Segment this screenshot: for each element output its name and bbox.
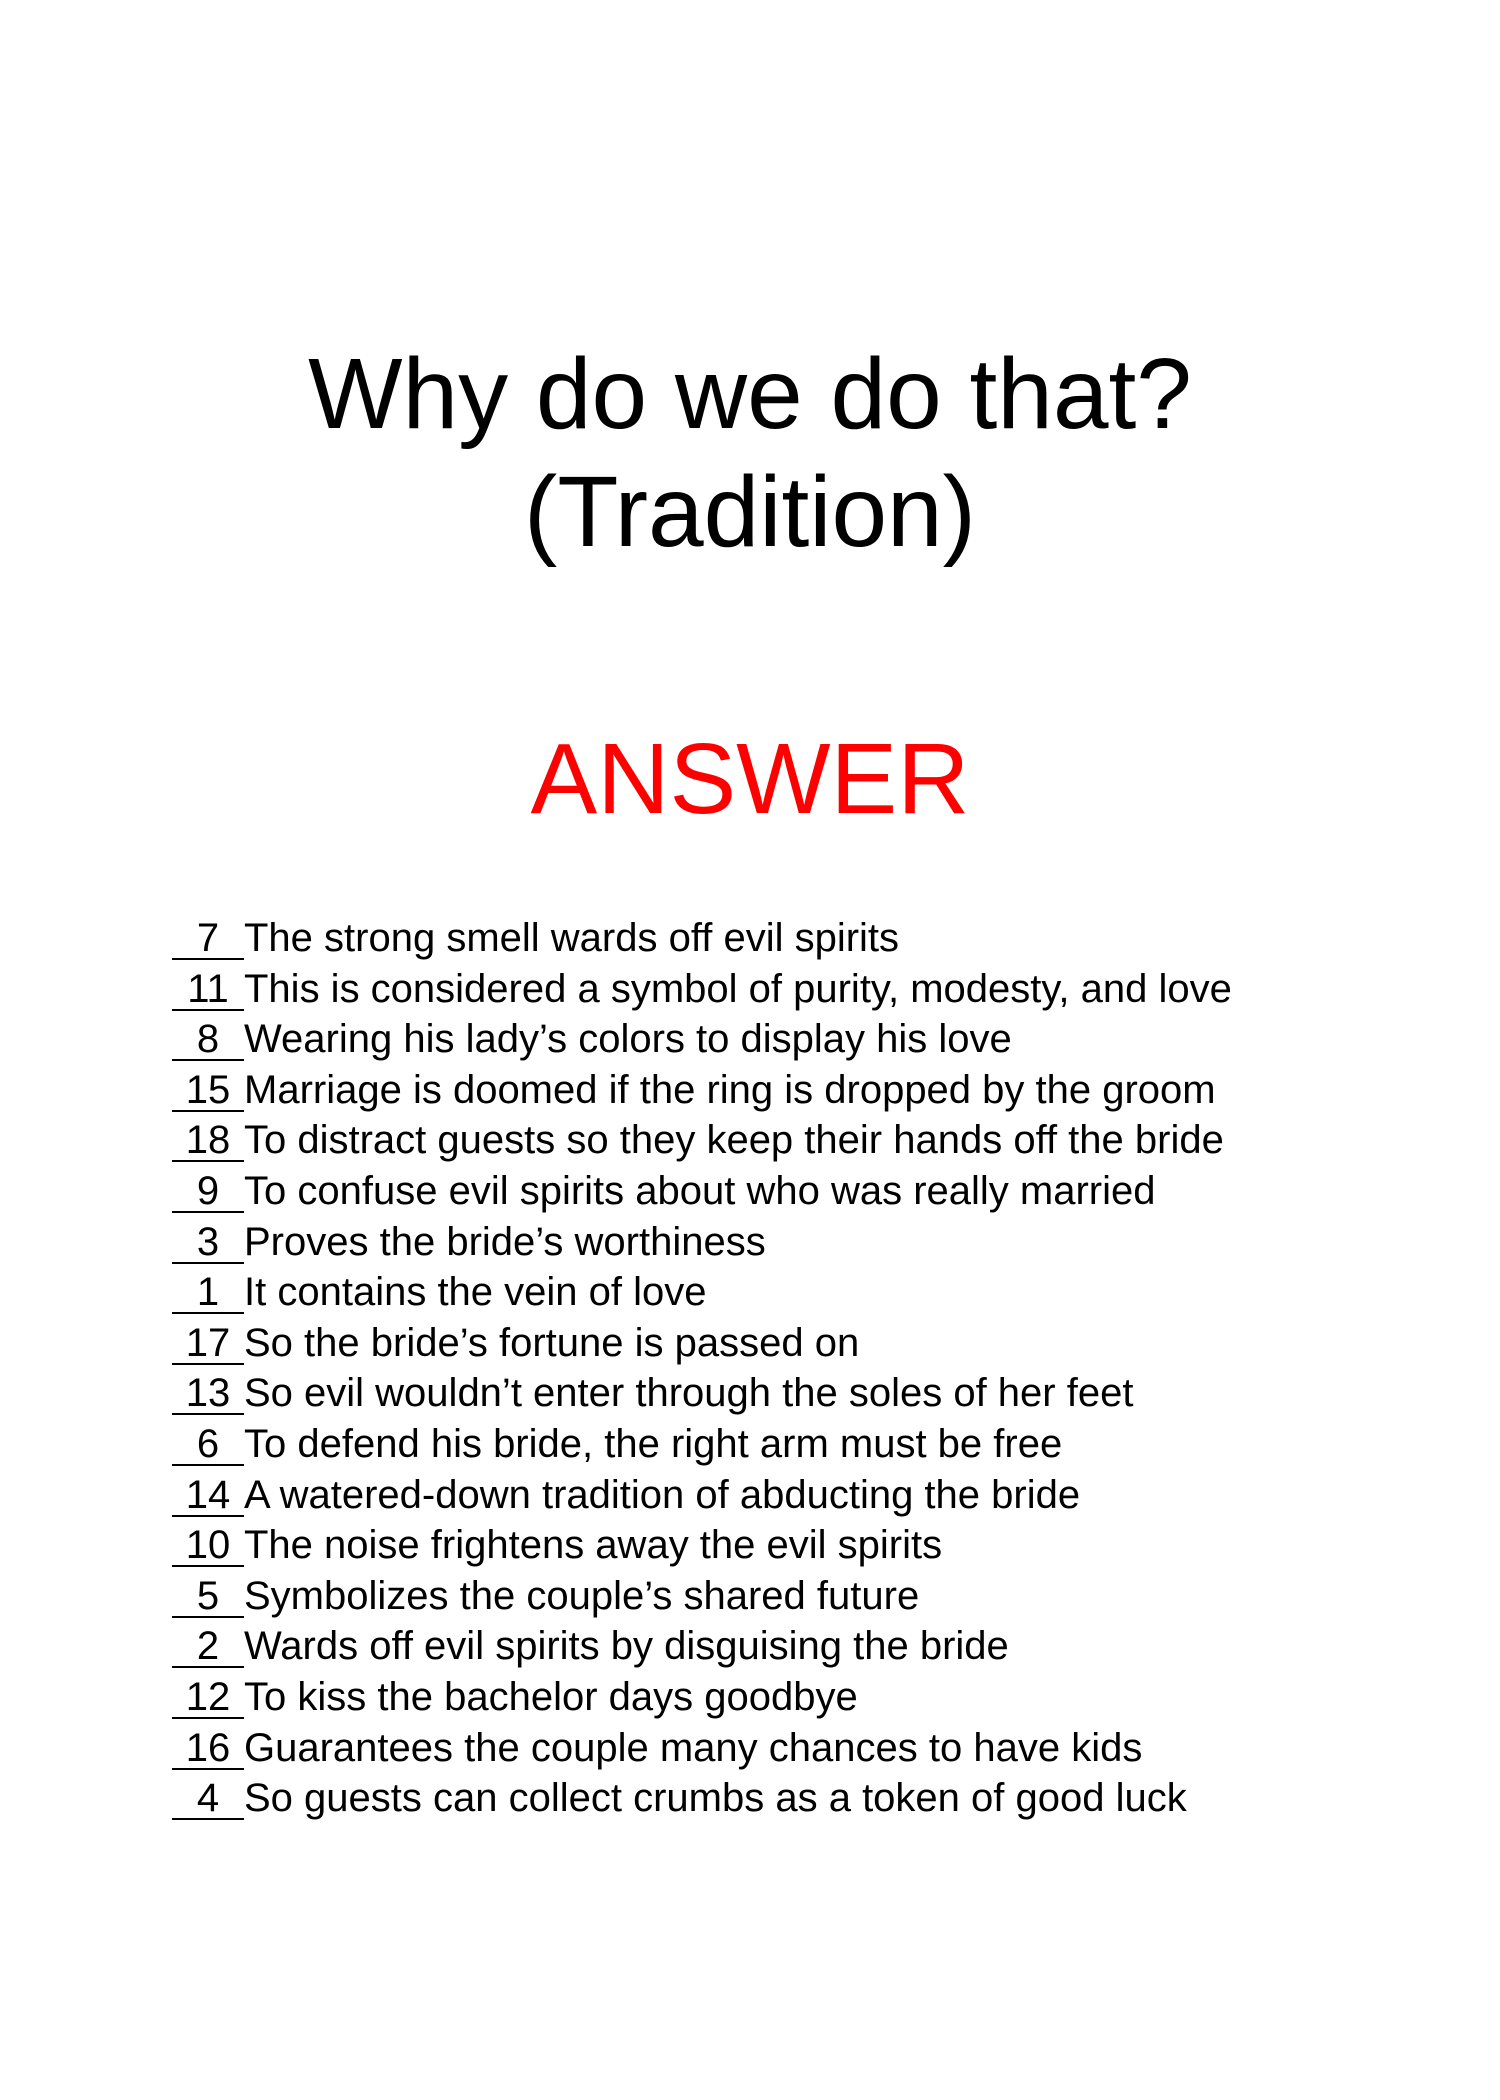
answer-row: [172, 1318, 1232, 1369]
answer-row: [172, 1470, 1232, 1521]
answer-number: 8: [172, 1014, 244, 1061]
answer-row: [172, 1217, 1232, 1268]
answer-row: [172, 1115, 1232, 1166]
answer-text: Proves the bride’s worthiness: [244, 1219, 766, 1264]
answer-row: [172, 1773, 1232, 1824]
answer-text: To defend his bride, the right arm must be free: [244, 1421, 1063, 1466]
answer-text: So evil wouldn’t enter through the soles of her feet: [244, 1371, 1134, 1416]
answer-number: 17: [172, 1318, 244, 1365]
answer-row: [172, 1419, 1232, 1470]
answer-row: [172, 1166, 1232, 1217]
answer-list: [172, 913, 1232, 1824]
answer-number: 1: [172, 1267, 244, 1314]
answer-number: 5: [172, 1571, 244, 1618]
title-line-1: Why do we do that?: [308, 338, 1192, 450]
answer-text: Wearing his lady’s colors to display his love: [244, 1017, 1012, 1062]
answer-text: It contains the vein of love: [244, 1270, 707, 1315]
answer-row: [172, 1672, 1232, 1723]
answer-text: Wards off evil spirits by disguising the bride: [244, 1624, 1009, 1669]
answer-text: To distract guests so they keep their hands off the bride: [244, 1118, 1224, 1163]
answer-number: 9: [172, 1166, 244, 1213]
answer-number: 2: [172, 1621, 244, 1668]
answer-text: Symbolizes the couple’s shared future: [244, 1573, 920, 1618]
answer-text: The noise frightens away the evil spirits: [244, 1523, 943, 1568]
answer-row: [172, 964, 1232, 1015]
answer-number: 7: [172, 913, 244, 960]
answer-row: [172, 1065, 1232, 1116]
answer-text: Guarantees the couple many chances to have kids: [244, 1725, 1143, 1770]
answer-row: [172, 1621, 1232, 1672]
answer-number: 16: [172, 1723, 244, 1770]
answer-number: 6: [172, 1419, 244, 1466]
answer-text: To confuse evil spirits about who was really married: [244, 1168, 1156, 1213]
answer-heading: ANSWER: [530, 723, 970, 835]
answer-text: So guests can collect crumbs as a token of good luck: [244, 1776, 1187, 1821]
answer-number: 14: [172, 1470, 244, 1517]
answer-number: 11: [172, 964, 244, 1011]
answer-number: 3: [172, 1217, 244, 1264]
answer-text: The strong smell wards off evil spirits: [244, 916, 900, 960]
answer-text: To kiss the bachelor days goodbye: [244, 1674, 858, 1719]
answer-text: A watered-down tradition of abducting the bride: [244, 1472, 1081, 1517]
answer-number: 15: [172, 1065, 244, 1112]
answer-row: [172, 1571, 1232, 1622]
answer-text: So the bride’s fortune is passed on: [244, 1320, 860, 1365]
answer-row: [172, 913, 1232, 964]
answer-number: 12: [172, 1672, 244, 1719]
title-line-2: (Tradition): [524, 456, 976, 568]
answer-number: 10: [172, 1520, 244, 1567]
answer-text: Marriage is doomed if the ring is dropped by the groom: [244, 1067, 1216, 1112]
answer-row: [172, 1368, 1232, 1419]
answer-row: [172, 1014, 1232, 1065]
answer-row: [172, 1723, 1232, 1774]
answer-number: 18: [172, 1115, 244, 1162]
answer-number: 13: [172, 1368, 244, 1415]
answer-number: 4: [172, 1773, 244, 1820]
answer-text: This is considered a symbol of purity, modesty, and love: [244, 966, 1232, 1011]
page-title: [0, 335, 1500, 571]
answer-row: [172, 1267, 1232, 1318]
answer-row: [172, 1520, 1232, 1571]
